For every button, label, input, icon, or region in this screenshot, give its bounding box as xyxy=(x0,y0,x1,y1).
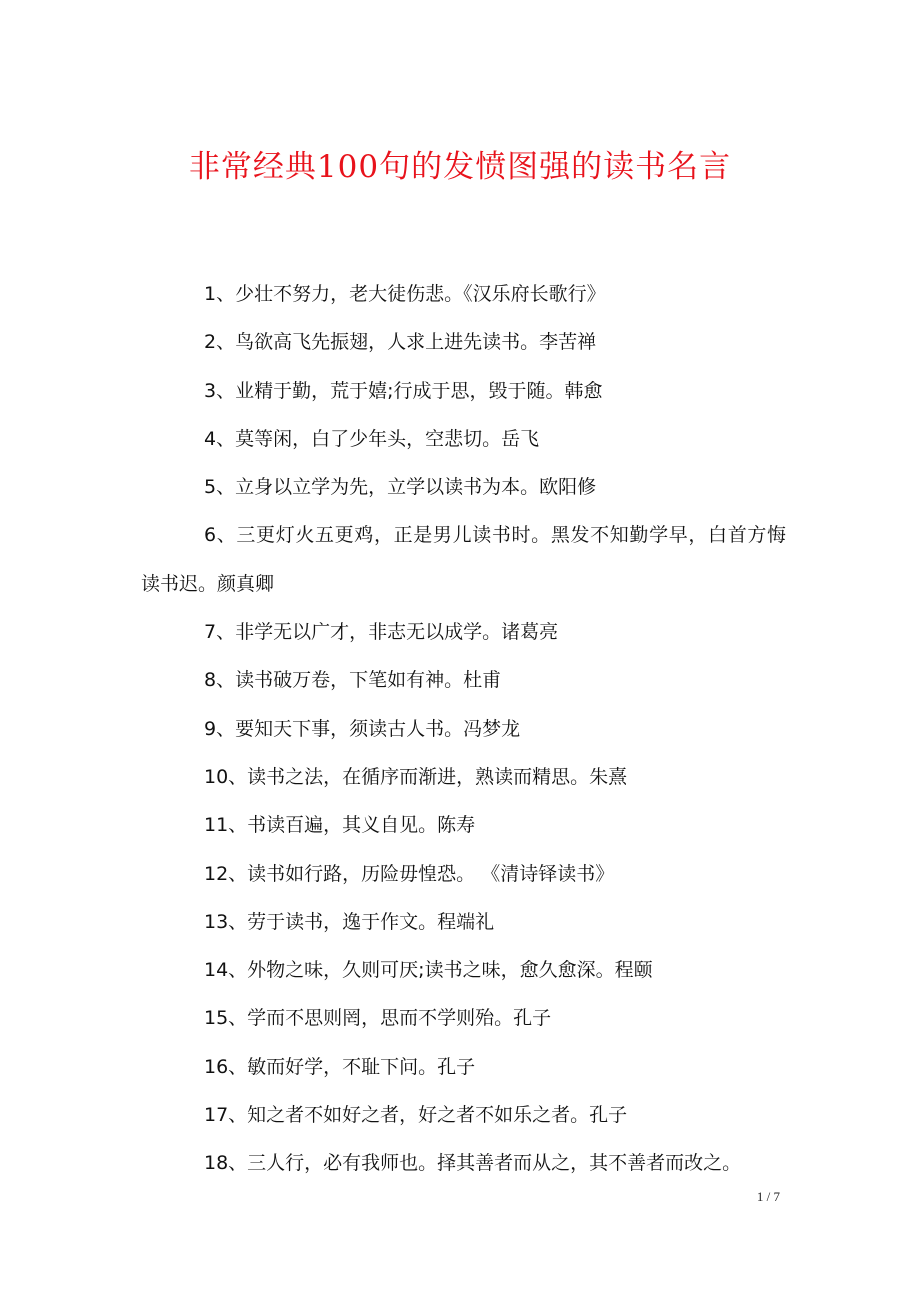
paragraph-1: 1、少壮不努力，老大徒伤悲。《汉乐府长歌行》 xyxy=(204,283,606,305)
paragraph-4: 4、莫等闲，白了少年头，空悲切。岳飞 xyxy=(204,427,540,450)
paragraph-5: 5、立身以立学为先，立学以读书为本。欧阳修 xyxy=(204,476,597,499)
paragraph-6: 6、三更灯火五更鸡，正是男儿读书时。黑发不知勤学早，白首方悔读书迟。颜真卿 xyxy=(141,524,786,595)
paragraph-17: 17、知之者不如好之者，好之者不如乐之者。孔子 xyxy=(204,1104,628,1127)
paragraph-2: 2、鸟欲高飞先振翅，人求上进先读书。李苦禅 xyxy=(204,331,597,354)
paragraph-11: 11、书读百遍，其义自见。陈寿 xyxy=(204,814,476,837)
paragraph-15: 15、学而不思则罔，思而不学则殆。孔子 xyxy=(204,1007,552,1030)
paragraph-16: 16、敏而好学，不耻下问。孔子 xyxy=(204,1055,476,1078)
paragraph-3: 3、业精于勤，荒于嬉;行成于思，毁于随。韩愈 xyxy=(204,379,603,402)
paragraph-12: 12、读书如行路，历险毋惶恐。 《清诗铎读书》 xyxy=(204,862,615,885)
paragraph-13: 13、劳于读书，逸于作文。程端礼 xyxy=(204,910,495,933)
paragraph-10: 10、读书之法，在循序而渐进，熟读而精思。朱熹 xyxy=(204,765,628,788)
document-title: 非常经典100句的发愤图强的读书名言 xyxy=(188,149,732,185)
document-body xyxy=(141,270,786,1188)
paragraph-18: 18、三人行，必有我师也。择其善者而从之，其不善者而改之。 xyxy=(204,1152,742,1175)
page-indicator: 1 / 7 xyxy=(756,1189,780,1204)
paragraph-9: 9、要知天下事，须读古人书。冯梦龙 xyxy=(204,717,521,740)
paragraph-7: 7、非学无以广才，非志无以成学。诸葛亮 xyxy=(204,621,559,644)
paragraph-14: 14、外物之味，久则可厌;读书之味，愈久愈深。程颐 xyxy=(204,959,653,982)
paragraph-8: 8、读书破万卷，下笔如有神。杜甫 xyxy=(204,669,502,692)
